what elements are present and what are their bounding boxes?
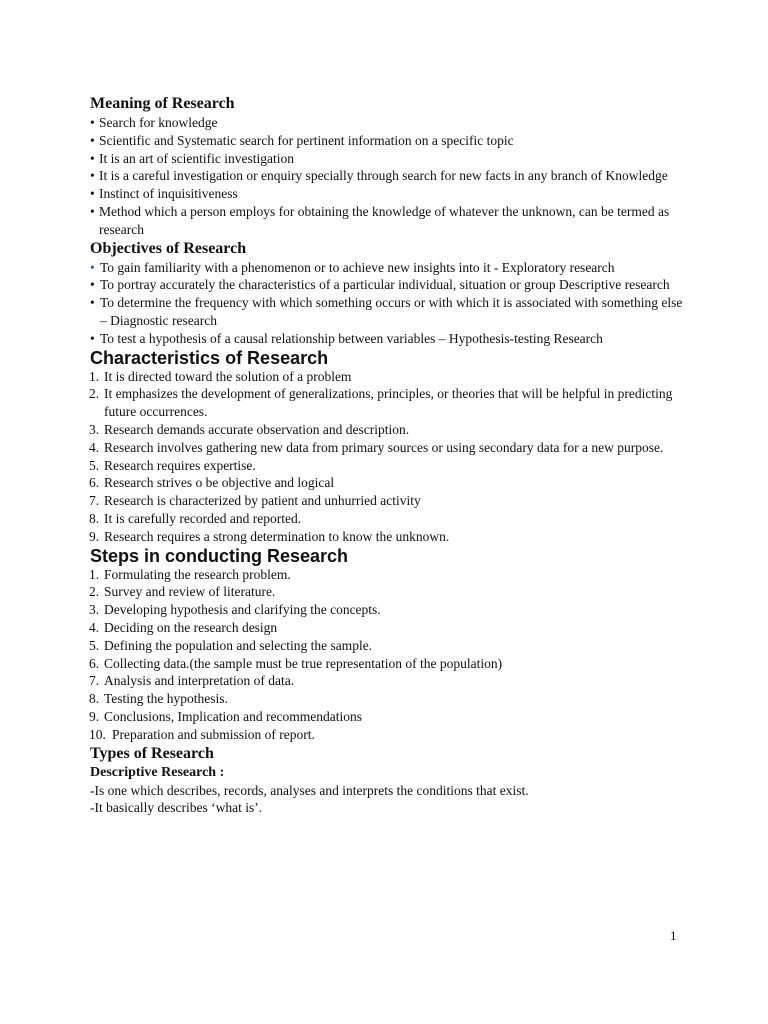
bullet-icon: •: [90, 186, 95, 202]
bullet-icon: •: [90, 115, 95, 130]
types-heading: Types of Research: [90, 744, 214, 762]
descriptive-subheading: Descriptive Research :: [90, 764, 225, 780]
list-item: 6. Collecting data.(the sample must be true representation of the population): [89, 655, 503, 671]
objectives-list: [90, 259, 690, 348]
bullet-icon: •: [90, 295, 95, 311]
list-item: 5. Research requires expertise.: [89, 457, 256, 473]
list-item: • Method which a person employs for obtaining the knowledge of whatever the unknown, can be termed as research: [90, 203, 670, 237]
bullet-icon: •: [90, 330, 95, 346]
list-item: • To determine the frequency with which something occurs or with which it is associated with something else – Diagnostic research: [90, 295, 683, 328]
list-item: • Scientific and Systematic search for pertinent information on a specific topic: [90, 132, 514, 148]
list-item: 6. Research strives o be objective and logical: [89, 475, 335, 491]
bullet-icon: •: [90, 132, 95, 148]
types-line: -Is one which describes, records, analyses and interprets the conditions that exist.: [90, 782, 529, 798]
steps-heading: Steps in conducting Research: [90, 545, 349, 566]
list-item: 4. Deciding on the research design: [89, 619, 278, 635]
list-item: 3. Research demands accurate observation and description.: [89, 421, 410, 437]
list-item: 8. It is carefully recorded and reported.: [89, 510, 302, 526]
list-item: 5. Defining the population and selecting the sample.: [89, 637, 373, 653]
page-number: 1: [670, 928, 677, 943]
meaning-heading: Meaning of Research: [90, 95, 235, 112]
list-item: 1. Formulating the research problem.: [89, 566, 291, 582]
list-item: 10. Preparation and submission of report.: [89, 726, 315, 742]
meaning-list: [90, 114, 690, 239]
list-item: 2. Survey and review of literature.: [89, 584, 276, 600]
types-line: -It basically describes ‘what is’.: [90, 800, 263, 816]
bullet-icon: •: [90, 168, 95, 184]
bullet-icon: •: [90, 150, 95, 166]
list-item: • Instinct of inquisitiveness: [90, 186, 238, 202]
bullet-icon: •: [90, 203, 95, 219]
list-item: • It is an art of scientific investigation: [90, 150, 294, 166]
bullet-icon: •: [90, 277, 95, 293]
list-item: 8. Testing the hypothesis.: [89, 691, 228, 707]
page-content: [90, 92, 690, 817]
bullet-icon: •: [90, 259, 95, 275]
list-item: • To test a hypothesis of a causal relationship between variables – Hypothesis-testing Research: [90, 330, 603, 346]
list-item: 3. Developing hypothesis and clarifying the concepts.: [89, 602, 381, 618]
characteristics-heading: Characteristics of Research: [90, 347, 329, 368]
list-item: 9. Conclusions, Implication and recommendations: [89, 708, 362, 724]
objectives-heading: Objectives of Research: [90, 239, 247, 257]
list-item: 7. Research is characterized by patient and unhurried activity: [89, 493, 421, 509]
list-item: 1. It is directed toward the solution of a problem: [89, 368, 352, 384]
list-item: • To portray accurately the characteristics of a particular individual, situation or group Descriptive research: [90, 277, 670, 293]
list-item: • To gain familiarity with a phenomenon or to achieve new insights into it - Exploratory research: [90, 259, 615, 275]
list-item: • It is a careful investigation or enquiry specially through search for new facts in any branch of Knowledge: [90, 168, 668, 184]
characteristics-list: [90, 368, 690, 546]
list-item: • Search for knowledge: [90, 115, 218, 130]
list-item: 7. Analysis and interpretation of data.: [89, 673, 295, 689]
list-item: 9. Research requires a strong determination to know the unknown.: [89, 528, 450, 544]
list-item: 2. It emphasizes the development of generalizations, principles, or theories that will be helpful in predicting future occurrences.: [89, 386, 673, 420]
steps-list: [90, 566, 690, 744]
list-item: 4. Research involves gathering new data from primary sources or using secondary data for a new purpose.: [89, 439, 664, 455]
